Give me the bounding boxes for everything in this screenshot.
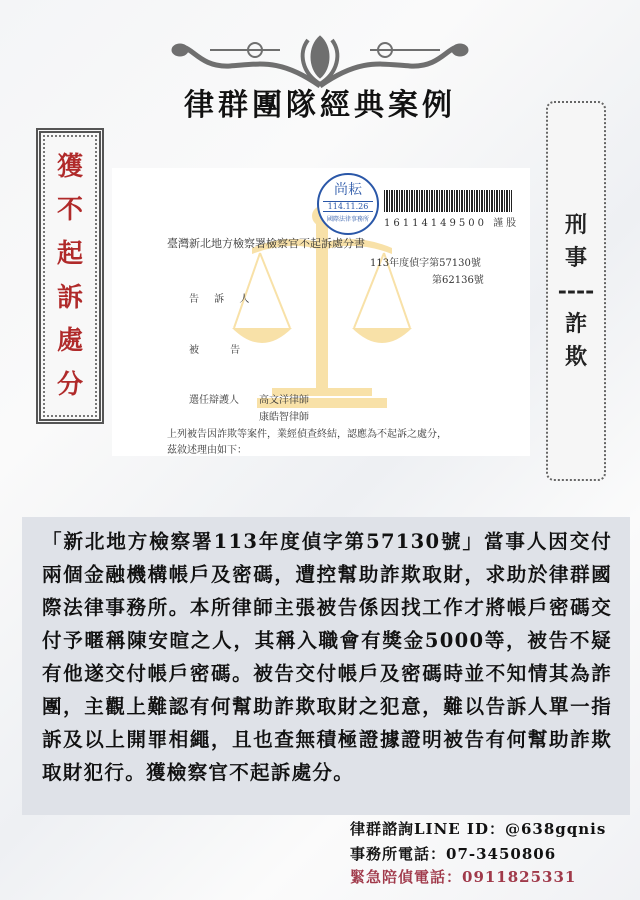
barcode [384,190,512,212]
banner-char: 訴 [56,282,83,313]
banner-char: 不 [56,195,83,226]
banner-char: 獲 [56,151,83,182]
received-stamp: 尚耘 114.11.26 國際法律事務所 [317,173,379,235]
barcode-number: 16114149500 謹股 [384,218,520,229]
document-title: 臺灣新北地方檢察署檢察官不起訴處分書 [167,237,365,250]
page-title: 律群團隊經典案例 [184,88,456,123]
office-phone: 事務所電話：07-3450806 [350,845,557,863]
banner-char: 分 [56,370,83,401]
banner-char: 刑 [564,211,587,238]
banner-separator: ---- [557,277,595,304]
banner-char: 處 [56,326,83,357]
defendant-label: 被 告 [189,345,255,356]
lawyer-name: 高文洋律師 [259,395,309,406]
scales-of-justice-icon [232,198,412,418]
banner-char: 欺 [564,343,587,370]
decorative-ornament-icon [170,28,470,88]
lawyer-name: 康皓智律師 [259,412,309,423]
banner-char: 事 [564,244,587,271]
document-image [112,168,530,456]
outcome-banner [36,128,104,424]
emergency-phone: 緊急陪偵電話：0911825331 [350,868,577,886]
document-text: 上列被告因詐欺等案件，業經偵查終結，認應為不起訴之處分， [167,429,447,440]
banner-char: 起 [56,239,83,270]
defense-label: 選任辯護人 [189,395,239,406]
case-type-banner [546,101,606,481]
case-summary: 「新北地方檢察署113年度偵字第57130號」當事人因交付兩個金融機構帳戶及密碼，遭控幫助詐欺取財，求助於律群國際法律事務所。本所律師主張被告係因找工作才將帳戶密碼交付予暱稱陳安暄之人，其稱入職會有獎金5000等，被告不疑有他遂交付帳戶密碼。被告交付帳戶及密碼時並不知情其為詐團，主觀上難認有何幫助詐欺取財之犯意，難以告訴人單一指訴及以上開罪相繩，且也查無積極證據證明被告有何幫助詐欺取財犯行。獲檢察官不起訴處分。 [22,517,630,815]
case-number: 113年度偵字第57130號 [370,258,481,269]
complainant-label: 告 訴 人 [189,294,256,305]
banner-char: 詐 [564,310,587,337]
case-number: 第62136號 [432,275,484,286]
line-id: 律群諮詢LINE ID：@638gqnis [350,820,607,838]
document-text: 茲敘述理由如下： [167,445,247,456]
